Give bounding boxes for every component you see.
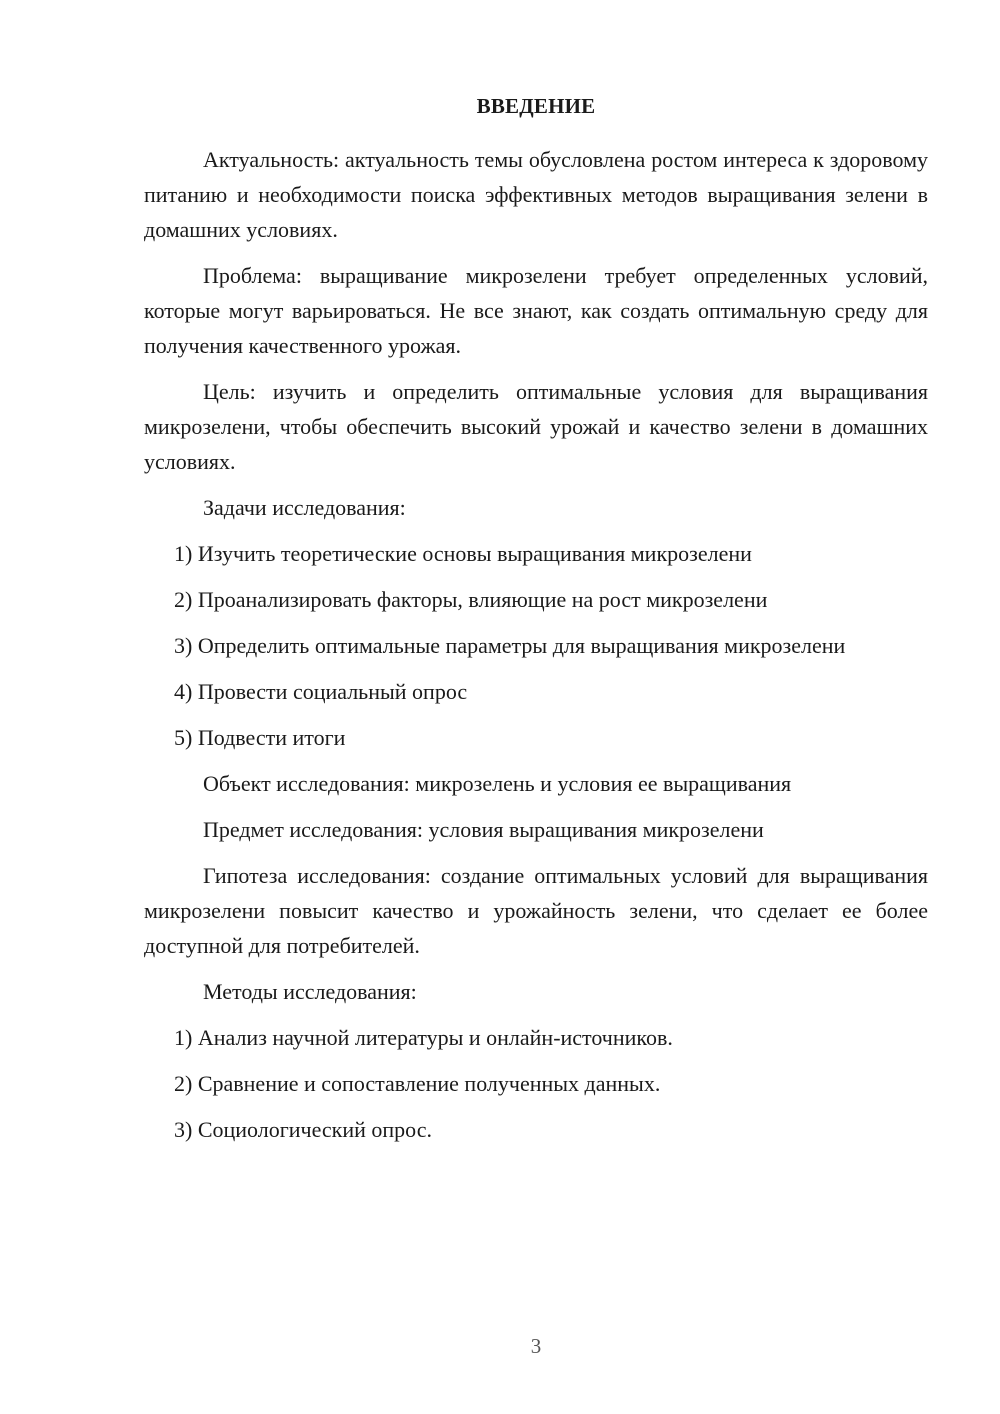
task-item-1: 1) Изучить теоретические основы выращивания микрозелени [174, 541, 752, 566]
task-item-5: 5) Подвести итоги [174, 725, 346, 750]
method-item-3: 3) Социологический опрос. [174, 1117, 432, 1142]
task-item-4: 4) Провести социальный опрос [174, 679, 468, 704]
section-title: ВВЕДЕНИЕ [476, 94, 596, 118]
problem-paragraph: Проблема: выращивание микрозелени требует определенных условий, которые могут варьироваться. Не все знают, как создать оптимальную среду для получения качественного урожая. [144, 263, 928, 358]
research-object: Объект исследования: микрозелень и условия ее выращивания [203, 771, 792, 796]
method-item-1: 1) Анализ научной литературы и онлайн-источников. [174, 1025, 673, 1050]
research-hypothesis: Гипотеза исследования: создание оптимальных условий для выращивания микрозелени повысит качество и урожайность зелени, что сделает ее более доступной для потребителей. [144, 863, 928, 958]
section-body [144, 142, 928, 1158]
goal-paragraph: Цель: изучить и определить оптимальные условия для выращивания микрозелени, чтобы обеспечить высокий урожай и качество зелени в домашних условиях. [144, 379, 928, 474]
task-item-3: 3) Определить оптимальные параметры для выращивания микрозелени [174, 633, 846, 658]
relevance-paragraph: Актуальность: актуальность темы обусловлена ростом интереса к здоровому питанию и необходимости поиска эффективных методов выращивания зелени в домашних условиях. [144, 147, 928, 242]
tasks-heading: Задачи исследования: [203, 495, 406, 520]
research-subject: Предмет исследования: условия выращивания микрозелени [203, 817, 764, 842]
method-item-2: 2) Сравнение и сопоставление полученных данных. [174, 1071, 661, 1096]
task-item-2: 2) Проанализировать факторы, влияющие на рост микрозелени [174, 587, 768, 612]
page-number: 3 [530, 1334, 542, 1358]
methods-heading: Методы исследования: [203, 979, 417, 1004]
